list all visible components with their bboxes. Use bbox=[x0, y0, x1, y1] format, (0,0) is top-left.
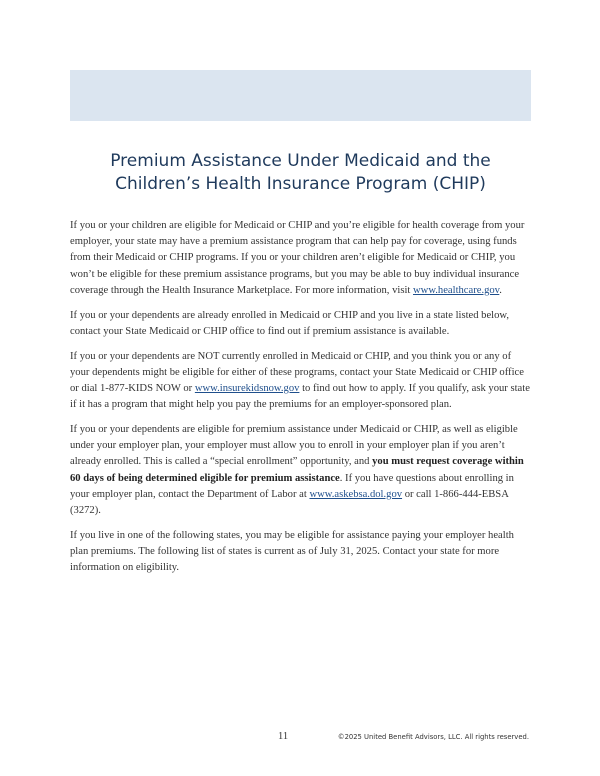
healthcare-gov-link[interactable]: www.healthcare.gov bbox=[413, 284, 500, 296]
title-line-1: Premium Assistance Under Medicaid and the bbox=[110, 151, 491, 171]
paragraph-not-enrolled bbox=[70, 349, 532, 414]
paragraph-text: If you or your dependents are eligible for premium assistance under Medicaid or CHIP, as well as eligible under your employer plan, your employer must allow you to enroll in your employer plan if you aren’t already enrolled. This is called a “special enrollment” opportunity, and bbox=[70, 424, 518, 468]
paragraph-enrolled bbox=[70, 308, 532, 340]
page-number: 11 bbox=[278, 731, 289, 742]
title-line-2: Children’s Health Insurance Program (CHIP) bbox=[115, 174, 486, 194]
body-text bbox=[70, 218, 532, 585]
insurekidsnow-link[interactable]: www.insurekidsnow.gov bbox=[194, 383, 300, 395]
paragraph-tail: to find out how to apply. If you qualify, ask your state if it has a program that might help you pay the premiums for an employer-sponsored plan. bbox=[70, 383, 530, 411]
copyright-notice: ©2025 United Benefit Advisors, LLC. All rights reserved. bbox=[337, 733, 529, 741]
deadline-emphasis: you must request coverage within 60 days of being determined eligible for premium assistance bbox=[70, 456, 524, 484]
header-band bbox=[70, 70, 531, 121]
paragraph-text: If you or your dependents are already enrolled in Medicaid or CHIP and you live in a state listed below, contact your State Medicaid or CHIP office to find out if premium assistance is available. bbox=[70, 309, 510, 337]
paragraph-states bbox=[70, 528, 532, 577]
askebsa-link[interactable]: www.askebsa.dol.gov bbox=[309, 488, 403, 500]
paragraph-mid: . If you have questions about enrolling in your employer plan, contact the Department of Labor at bbox=[70, 472, 514, 500]
paragraph-tail: . bbox=[499, 284, 502, 296]
page-title bbox=[70, 150, 531, 196]
paragraph-marketplace bbox=[70, 218, 532, 299]
paragraph-special-enrollment bbox=[70, 422, 532, 519]
paragraph-text: If you or your dependents are NOT currently enrolled in Medicaid or CHIP, and you think you or any of your dependents might be eligible for either of these programs, contact your State Medicaid or CHIP office or dial 1-877-KIDS NOW or bbox=[70, 350, 524, 395]
paragraph-tail: or call 1-866-444-EBSA (3272). bbox=[70, 488, 509, 517]
paragraph-text: If you live in one of the following states, you may be eligible for assistance paying your employer health plan premiums. The following list of states is current as of July 31, 2025. Contact your state for more information on eligibility. bbox=[70, 529, 514, 574]
paragraph-text: If you or your children are eligible for Medicaid or CHIP and you’re eligible for health coverage from your employer, your state may have a premium assistance program that can help pay for coverage, using funds from their Medicaid or CHIP programs. If you or your children aren’t eligible for Medicaid or CHIP, you won’t be eligible for these premium assistance programs, but you may be able to buy individual insurance coverage through the Health Insurance Marketplace. For more information, visit bbox=[70, 220, 525, 296]
